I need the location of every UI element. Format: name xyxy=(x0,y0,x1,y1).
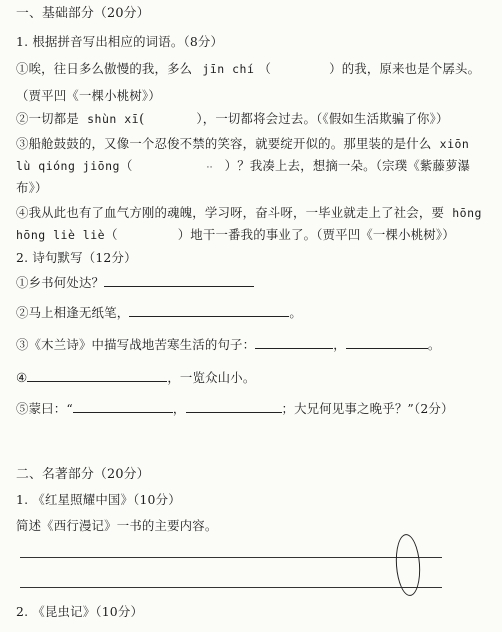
poem-3-end: 。 xyxy=(427,337,441,352)
q1-item2: ②一切都是 shùn xī( ），一切都将会过去。（《假如生活欺骗了你》） xyxy=(16,111,449,127)
q2-title: 2. 诗句默写（12分） xyxy=(16,250,137,265)
answer-line-2[interactable] xyxy=(20,587,442,588)
q1-item4-line2 xyxy=(16,227,494,243)
q1-item4-pinyin1: hōng xyxy=(452,206,482,220)
poem-2-blank[interactable] xyxy=(129,305,289,317)
poem-4 xyxy=(16,370,494,386)
answer-line-1[interactable] xyxy=(20,557,442,558)
section1-heading: 一、基础部分（20分） xyxy=(16,6,150,21)
q1-item1-source: （贾平凹《一棵小桃树》） xyxy=(16,88,161,103)
poem-3-blank-2[interactable] xyxy=(346,337,428,349)
s2-q1-prompt: 简述《西行漫记》一书的主要内容。 xyxy=(16,518,218,533)
poem-3-text: ③《木兰诗》中描写战地苦寒生活的句子： xyxy=(16,337,256,352)
poem-5-semi: ；大兄何见事之晚乎？”（2分） xyxy=(281,401,454,416)
poem-2 xyxy=(16,305,494,321)
poem-1 xyxy=(16,275,494,291)
poem-5 xyxy=(16,401,494,417)
q1-title: 1. 根据拼音写出相应的词语。（8分） xyxy=(16,34,224,49)
poem-2-text: ②马上相逢无纸笔， xyxy=(16,305,130,320)
q1-item4-post: ）地干一番我的事业了。（贾平凹《一棵小桃树》） xyxy=(177,227,455,242)
s2-q1-title: 1. 《红星照耀中国》（10分） xyxy=(16,492,181,507)
q1-item4-text: ④我从此也有了血气方刚的魂魄，学习呀，奋斗呀，一毕业就走上了社会，要 xyxy=(16,205,445,220)
poem-5-comma: ， xyxy=(172,401,186,416)
q1-item3-tail: 布》） xyxy=(16,180,48,195)
q1-item2-text: ②一切都是 xyxy=(16,111,79,126)
poem-1-blank[interactable] xyxy=(104,275,254,287)
poem-5-blank-1[interactable] xyxy=(73,401,173,413)
poem-3-comma: ， xyxy=(333,337,346,352)
poem-4-blank[interactable] xyxy=(27,370,167,382)
poem-3-blank-1[interactable] xyxy=(255,337,333,349)
poem-1-text: ①乡书何处达？ xyxy=(16,275,105,290)
q1-item3-pinyin2: lù qióng jiōng xyxy=(16,159,120,173)
q1-item3-line2 xyxy=(16,158,494,176)
q1-item3-open: （ xyxy=(119,158,133,173)
poem-5-pre: ⑤蒙曰：“ xyxy=(16,401,73,416)
q1-item3-text: ③船舱鼓鼓的，又像一个忍俊不禁的笑容，就要绽开似的。那里装的是什么 xyxy=(16,136,432,151)
poem-5-blank-2[interactable] xyxy=(186,401,282,413)
q1-item1-pinyin: jīn chí xyxy=(202,62,255,76)
q1-item4-open: （ xyxy=(105,227,118,242)
q1-item2-post: ），一切都将会过去。（《假如生活欺骗了你》） xyxy=(196,111,449,126)
q1-item1-text: ①唉，往日多么傲慢的我，多么 xyxy=(16,61,193,76)
q1-item4-pinyin2: hōng liè liè xyxy=(16,228,106,242)
q1-item1-post: ）的我，原来也是个孱头。 xyxy=(329,61,481,76)
q1-item2-pinyin: shùn xī xyxy=(87,112,140,126)
q1-item3-mark: ·· xyxy=(206,163,213,173)
q1-item4-line1 xyxy=(16,205,494,221)
poem-4-num: ④ xyxy=(16,370,28,385)
q1-item3-post: ）？我凑上去，想摘一朵。（宗璞《紫藤萝瀑 xyxy=(224,158,471,173)
s2-q2-title: 2. 《昆虫记》（10分） xyxy=(16,604,144,619)
q1-item1 xyxy=(16,61,494,77)
section2-heading: 二、名著部分（20分） xyxy=(16,467,150,482)
q1-item3-line1 xyxy=(16,136,494,152)
poem-3 xyxy=(16,337,494,353)
poem-2-end: 。 xyxy=(289,305,302,320)
poem-4-post: ，一览众山小。 xyxy=(167,370,256,385)
q1-item3-pinyin1: xiōn xyxy=(439,137,470,151)
q1-item1-open: （ xyxy=(258,61,272,76)
